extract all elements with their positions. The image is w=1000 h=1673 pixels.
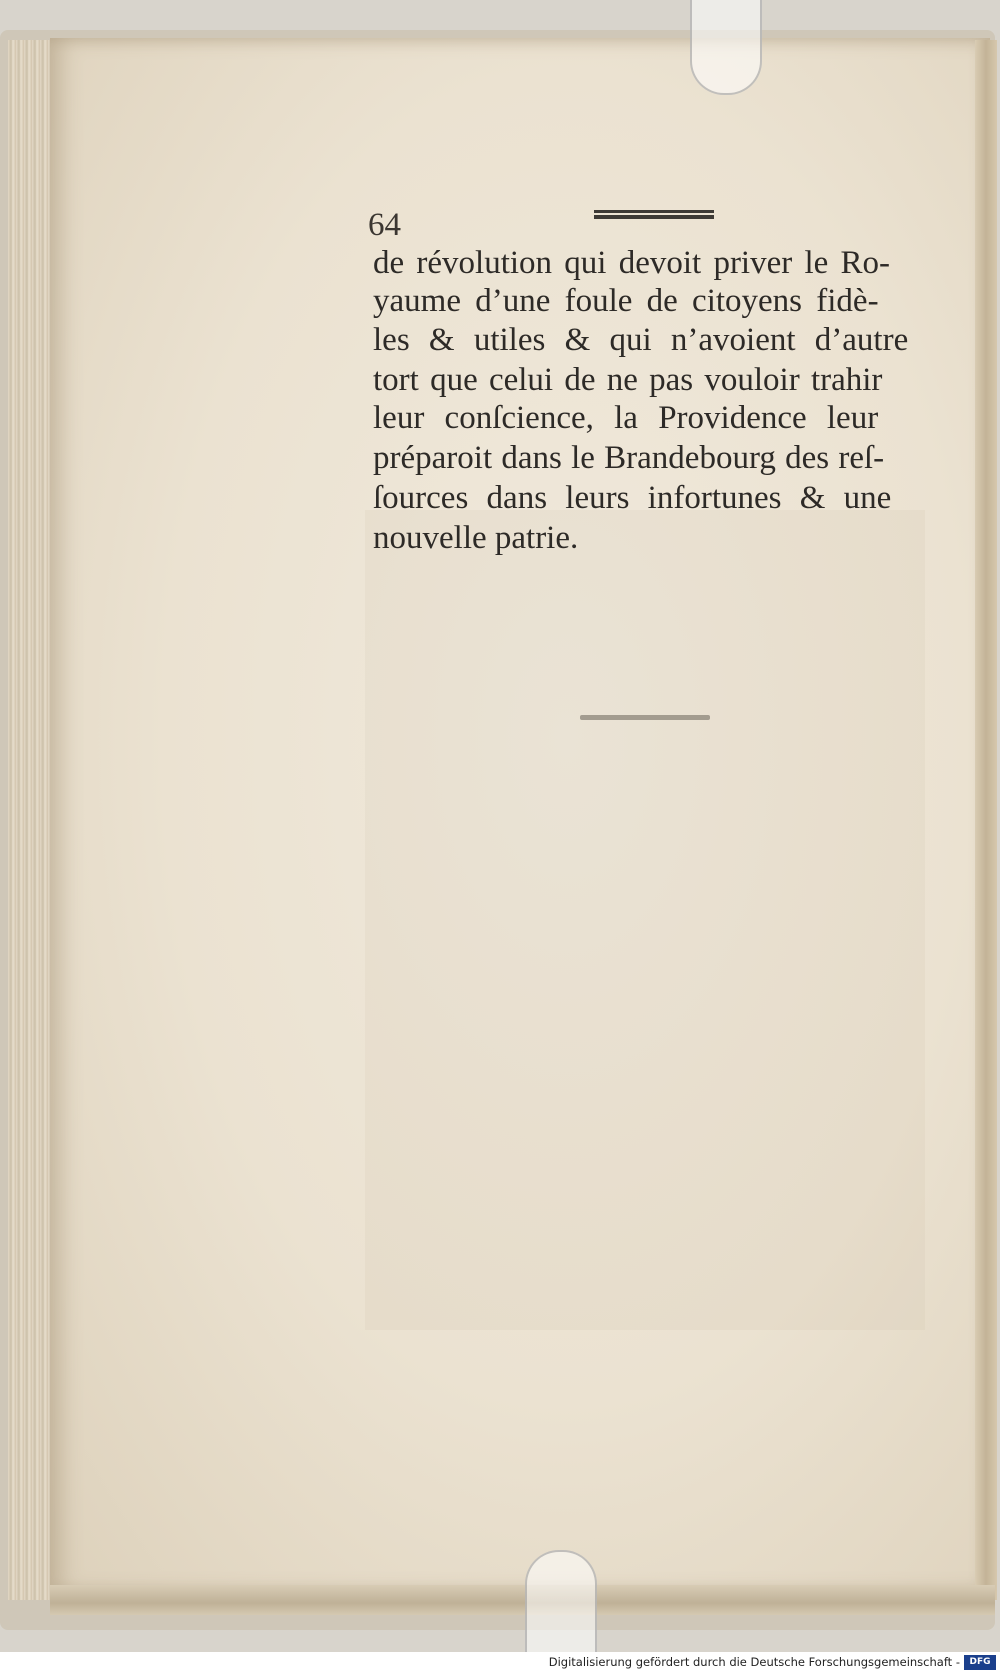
header-rule xyxy=(594,210,714,219)
text-line: nouvelle patrie. xyxy=(373,520,579,556)
text-line: les & utiles & qui n’avoient d’autre xyxy=(373,322,909,358)
right-page-edge xyxy=(975,40,997,1600)
page-number: 64 xyxy=(368,207,401,243)
page-clip-top xyxy=(690,0,762,95)
text-line: de révolution qui devoit priver le Ro- xyxy=(373,245,891,281)
text-line: ſources dans leurs infortunes & une xyxy=(373,480,892,516)
dfg-logo: DFG xyxy=(964,1655,996,1670)
footer-credit-text: Digitalisierung gefördert durch die Deutsche Forschungsgemeinschaft - xyxy=(548,1655,960,1669)
text-line: leur conſcience, la Providence leur xyxy=(373,400,879,436)
text-line: tort que celui de ne pas vouloir trahir xyxy=(373,362,883,398)
bottom-page-edge xyxy=(50,1585,995,1615)
show-through-rule xyxy=(580,715,710,720)
digitization-footer xyxy=(0,1652,1000,1673)
show-through-text-area xyxy=(365,510,925,1330)
text-line: yaume d’une foule de citoyens fidè- xyxy=(373,283,879,319)
text-line: préparoit dans le Brandebourg des reſ- xyxy=(373,440,885,476)
page-clip-bottom xyxy=(525,1550,597,1652)
